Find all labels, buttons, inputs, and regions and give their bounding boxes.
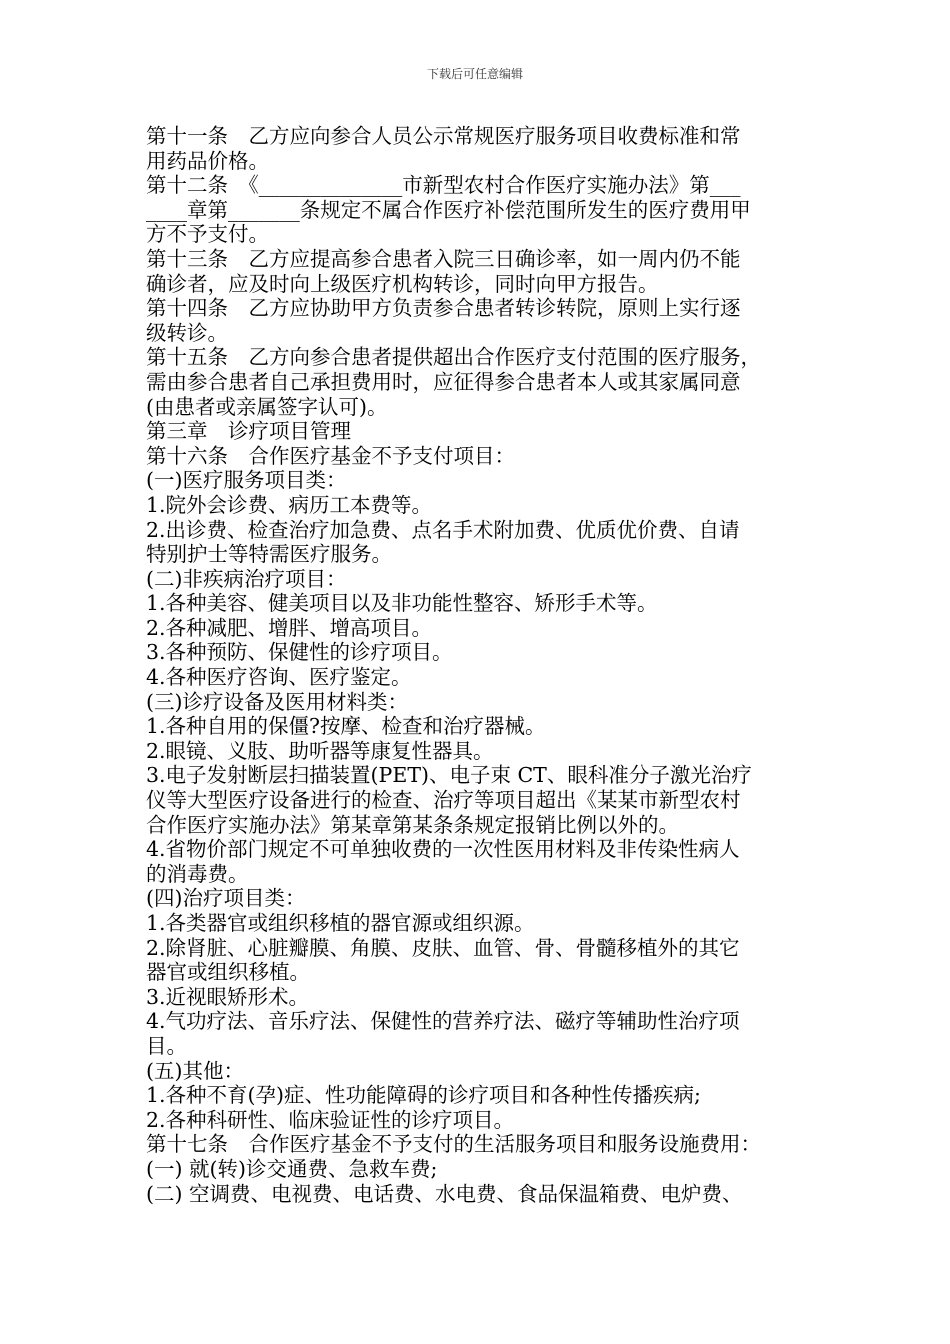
document-line: (三)诊疗设备及医用材料类：	[146, 689, 408, 714]
document-line: (二) 空调费、电视费、电话费、水电费、食品保温箱费、电炉费、	[146, 1181, 743, 1206]
document-line: 确诊者，应及时向上级医疗机构转诊，同时向甲方报告。	[146, 271, 659, 296]
document-line: 4.省物价部门规定不可单独收费的一次性医用材料及非传染性病人	[146, 837, 740, 862]
document-line: 级转诊。	[146, 320, 228, 345]
document-line: 第十五条 乙方向参合患者提供超出合作医疗支付范围的医疗服务，	[146, 345, 761, 370]
document-line: 1.院外会诊费、病历工本费等。	[146, 492, 433, 517]
document-line: (四)治疗项目类：	[146, 886, 306, 911]
document-line: 第十三条 乙方应提高参合患者入院三日确诊率，如一周内仍不能	[146, 246, 741, 271]
document-line: (一)医疗服务项目类：	[146, 468, 347, 493]
document-line: 2.各种减肥、增胖、增高项目。	[146, 615, 433, 640]
document-line: 2.眼镜、义肢、助听器等康复性器具。	[146, 738, 494, 763]
document-line: 器官或组织移植。	[146, 960, 310, 985]
document-line: 2.各种科研性、临床验证性的诊疗项目。	[146, 1107, 515, 1132]
document-line: 第十二条 《______________市新型农村合作医疗实施办法》第___	[146, 173, 741, 198]
document-line: 第十六条 合作医疗基金不予支付项目：	[146, 443, 515, 468]
document-line: 目。	[146, 1033, 187, 1058]
document-line: 第十一条 乙方应向参合人员公示常规医疗服务项目收费标准和常	[146, 124, 741, 148]
header-note: 下载后可任意编辑	[426, 67, 523, 81]
document-line: 1.各种美容、健美项目以及非功能性整容、矫形手术等。	[146, 591, 658, 616]
document-line: 仪等大型医疗设备进行的检查、治疗等项目超出《某某市新型农村	[146, 788, 741, 813]
document-line: (一) 就(转)诊交通费、急救车费;	[146, 1156, 438, 1181]
document-line: 4.各种医疗咨询、医疗鉴定。	[146, 665, 412, 690]
document-line: ____章第_______条规定不属合作医疗补偿范围所发生的医疗费用甲	[146, 197, 751, 222]
document-line: 第三章 诊疗项目管理	[146, 419, 351, 444]
document-line: 第十七条 合作医疗基金不予支付的生活服务项目和服务设施费用：	[146, 1132, 761, 1157]
document-line: 合作医疗实施办法》第某章第某条条规定报销比例以外的。	[146, 812, 679, 837]
document-line: 4.气功疗法、音乐疗法、保健性的营养疗法、磁疗等辅助性治疗项	[146, 1009, 740, 1034]
document-line: 第十四条 乙方应协助甲方负责参合患者转诊转院，原则上实行逐	[146, 296, 741, 321]
document-line: 3.各种预防、保健性的诊疗项目。	[146, 640, 453, 665]
document-line: 用药品价格。	[146, 148, 269, 173]
document-line: 的消毒费。	[146, 861, 249, 886]
document-line: 2.出诊费、检查治疗加急费、点名手术附加费、优质优价费、自请	[146, 517, 740, 542]
document-line: 2.除肾脏、心脏瓣膜、角膜、皮肤、血管、骨、骨髓移植外的其它	[146, 935, 740, 960]
document-line: 1.各种不育(孕)症、性功能障碍的诊疗项目和各种性传播疾病;	[146, 1083, 701, 1108]
document-line: 1.各类器官或组织移植的器官源或组织源。	[146, 911, 535, 935]
document-line: 3.电子发射断层扫描装置(PET)、电子束 CT、眼科准分子激光治疗	[146, 763, 752, 788]
document-line: (五)其他：	[146, 1058, 244, 1083]
document-line: 需由参合患者自己承担费用时，应征得参合患者本人或其家属同意	[146, 369, 741, 394]
document-line: (由患者或亲属签字认可)。	[146, 394, 388, 419]
document-line: (二)非疾病治疗项目：	[146, 566, 347, 591]
document-line: 特别护士等特需医疗服务。	[146, 542, 392, 567]
document-line: 1.各种自用的保僵?按摩、检查和治疗器械。	[146, 714, 546, 739]
document-body	[146, 124, 818, 1206]
document-line: 3.近视眼矫形术。	[146, 984, 310, 1009]
document-line: 方不予支付。	[146, 222, 269, 247]
